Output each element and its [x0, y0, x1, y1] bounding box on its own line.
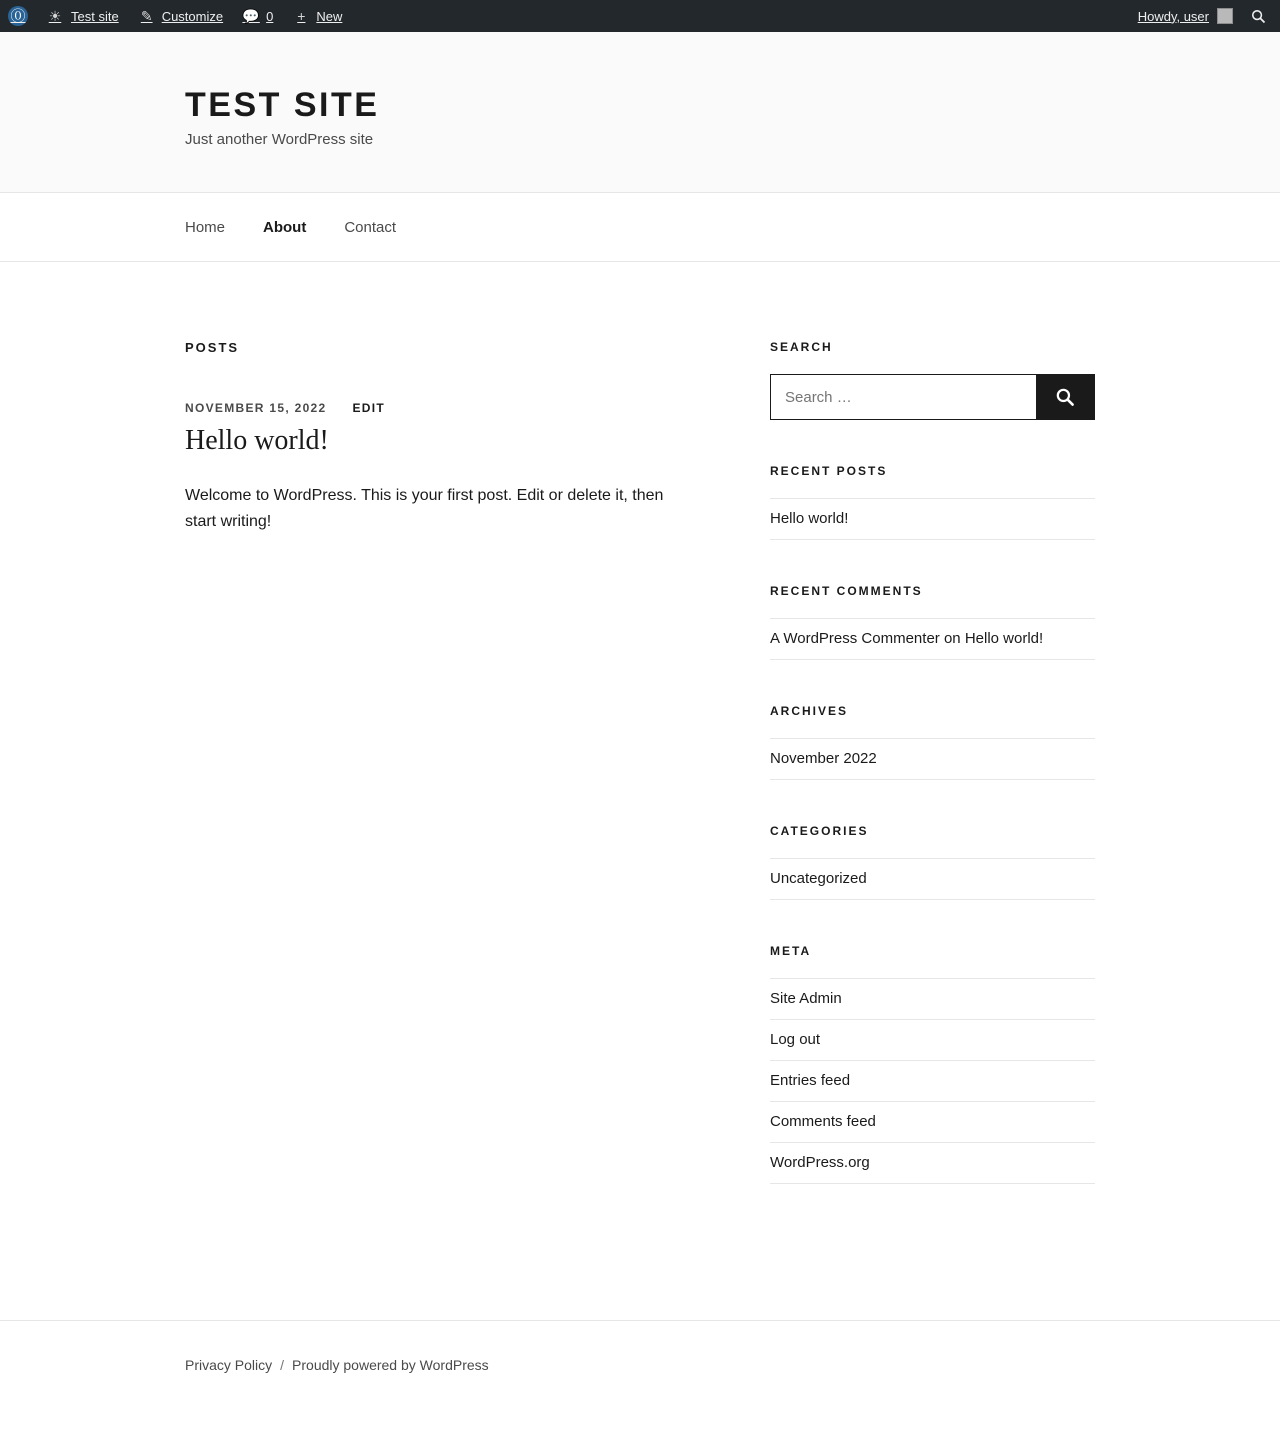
widget-archives [770, 704, 1095, 780]
nav-item-contact[interactable]: Contact [344, 218, 397, 236]
archive-link[interactable]: November 2022 [770, 750, 877, 767]
list-item [770, 1020, 1095, 1061]
list-item [770, 1061, 1095, 1102]
nav-item-about[interactable]: About [263, 218, 307, 236]
main-content [185, 340, 763, 534]
widget-search-title: SEARCH [770, 340, 833, 354]
widget-meta [770, 944, 1095, 1184]
widget-archives-title: ARCHIVES [770, 704, 849, 718]
meta-link-site-admin[interactable]: Site Admin [770, 990, 842, 1007]
site-footer [0, 1320, 1280, 1413]
search-icon [1251, 9, 1266, 24]
comment-author[interactable]: A WordPress Commenter [770, 630, 940, 647]
search-submit-button[interactable] [1036, 375, 1094, 419]
site-header [0, 32, 1280, 193]
content-area [185, 262, 1095, 1228]
plus-icon: + [297, 8, 306, 24]
nav-item-home[interactable]: Home [185, 218, 226, 236]
widget-categories [770, 824, 1095, 900]
post-edit-link[interactable]: EDIT [352, 401, 386, 415]
widget-search [770, 340, 1095, 420]
footer-privacy-policy-link[interactable]: Privacy Policy [185, 1357, 273, 1373]
footer-separator: / [280, 1357, 285, 1373]
list-item [770, 738, 1095, 780]
admin-bar-customize[interactable] [129, 0, 233, 32]
post-meta [185, 401, 763, 415]
search-form [770, 374, 1095, 420]
meta-list [770, 978, 1095, 1184]
posts-section-title: POSTS [185, 340, 240, 355]
sidebar [770, 340, 1095, 1228]
site-tagline: Just another WordPress site [185, 131, 374, 148]
admin-bar-wp-logo-item[interactable] [0, 0, 36, 32]
admin-bar-right-group [1126, 0, 1280, 32]
comment-post-link[interactable]: Hello world! [964, 630, 1044, 647]
primary-navigation [0, 193, 1280, 262]
meta-link-entries-feed[interactable]: Entries feed [770, 1072, 851, 1089]
list-item [770, 498, 1095, 540]
admin-bar-search-toggle[interactable] [1245, 9, 1280, 24]
admin-bar-site-name[interactable] [36, 0, 129, 32]
post-excerpt: Welcome to WordPress. This is your first post. Edit or delete it, then start writing! [185, 487, 664, 530]
admin-bar-site-name-label: Test site [71, 8, 119, 24]
widget-meta-title: META [770, 944, 812, 958]
archives-list [770, 738, 1095, 780]
recent-comments-list [770, 618, 1095, 660]
wordpress-logo-icon: ⓪ [8, 6, 28, 26]
avatar [1217, 8, 1233, 24]
post-title[interactable]: Hello world! [185, 425, 329, 456]
howdy-label: Howdy, user [1137, 8, 1209, 24]
footer-credit-link[interactable]: Proudly powered by WordPress [292, 1357, 489, 1373]
admin-bar-customize-label: Customize [161, 8, 224, 24]
recent-post-link[interactable]: Hello world! [770, 510, 849, 527]
list-item [770, 1102, 1095, 1143]
recent-posts-list [770, 498, 1095, 540]
admin-bar-new-label: New [316, 8, 343, 24]
list-item [770, 858, 1095, 900]
dashboard-icon: ☀ [48, 7, 62, 24]
meta-link-wordpress-org[interactable]: WordPress.org [770, 1154, 870, 1171]
admin-bar-new[interactable] [283, 0, 352, 32]
page-title[interactable]: TEST SITE [185, 86, 380, 124]
meta-link-log-out[interactable]: Log out [770, 1031, 821, 1048]
post-article [185, 401, 763, 534]
list-item [770, 618, 1095, 660]
category-link[interactable]: Uncategorized [770, 870, 867, 887]
widget-recent-posts-title: RECENT POSTS [770, 464, 888, 478]
widget-recent-posts [770, 464, 1095, 540]
admin-bar-comments-count: 0 [266, 8, 274, 24]
search-icon [1055, 387, 1075, 407]
list-item [770, 1143, 1095, 1184]
pencil-icon: ✎ [140, 7, 153, 24]
admin-bar [0, 0, 1280, 32]
admin-bar-my-account[interactable] [1126, 8, 1245, 24]
search-input[interactable] [771, 375, 1036, 419]
comment-on-label: on [943, 630, 961, 647]
post-date[interactable]: NOVEMBER 15, 2022 [185, 401, 327, 415]
list-item [770, 978, 1095, 1020]
admin-bar-comments[interactable] [233, 0, 283, 32]
comment-bubble-icon: 💬 [242, 7, 260, 24]
widget-recent-comments-title: RECENT COMMENTS [770, 584, 923, 598]
widget-categories-title: CATEGORIES [770, 824, 869, 838]
categories-list [770, 858, 1095, 900]
meta-link-comments-feed[interactable]: Comments feed [770, 1113, 876, 1130]
widget-recent-comments [770, 584, 1095, 660]
